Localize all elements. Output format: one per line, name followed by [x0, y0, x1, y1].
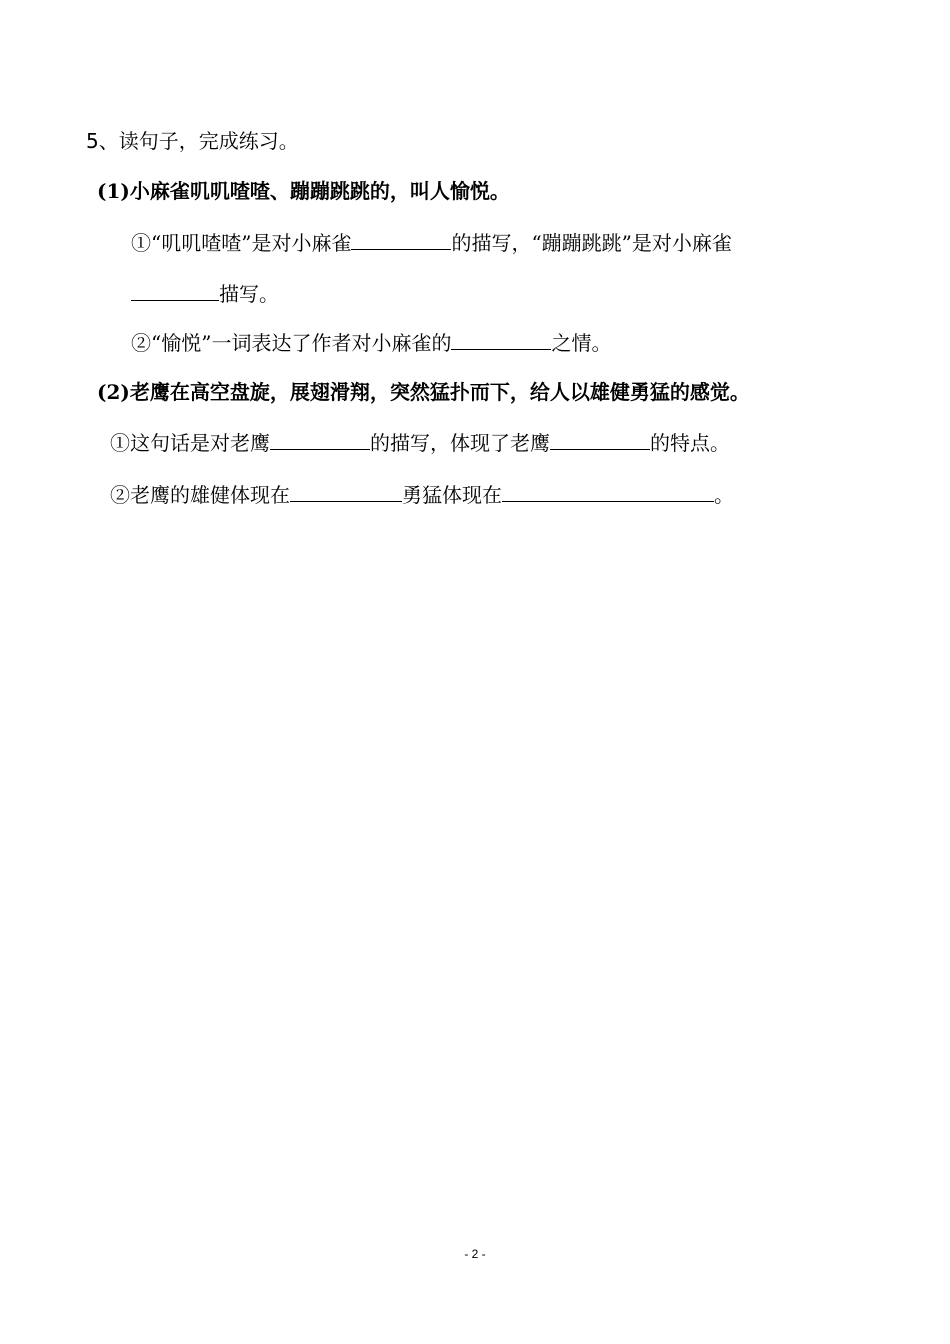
part2-q2-text-b: 勇猛体现在	[402, 483, 502, 507]
answer-blank[interactable]	[290, 481, 402, 502]
part1-q2-text-b: 之情。	[551, 331, 612, 355]
part2-question1	[110, 429, 730, 456]
part1-q1-text-c: 描写。	[219, 282, 279, 306]
part1-question2	[131, 329, 611, 356]
answer-blank[interactable]	[502, 481, 714, 502]
part2-q1-text-c: 的特点。	[650, 431, 730, 455]
part1-q1-text-b: 的描写，“蹦蹦跳跳”是对小麻雀	[451, 231, 732, 255]
answer-blank[interactable]	[451, 329, 551, 350]
part1-question1-line2	[131, 280, 279, 307]
part1-q2-text-a: ②“愉悦”一词表达了作者对小麻雀的	[131, 331, 452, 355]
part1-sentence: (1)小麻雀叽叽喳喳、蹦蹦跳跳的，叫人愉悦。	[97, 179, 510, 203]
answer-blank[interactable]	[351, 229, 451, 250]
part2-q2-text-a: ②老鹰的雄健体现在	[110, 483, 290, 507]
answer-blank[interactable]	[131, 280, 219, 301]
answer-blank[interactable]	[550, 429, 650, 450]
part2-q2-text-c: 。	[714, 483, 734, 507]
part2-q1-text-b: 的描写，体现了老鹰	[370, 431, 550, 455]
answer-blank[interactable]	[270, 429, 370, 450]
part2-question2	[110, 481, 734, 508]
page-number: - 2 -	[464, 1247, 486, 1261]
part2-sentence: (2)老鹰在高空盘旋，展翅滑翔，突然猛扑而下，给人以雄健勇猛的感觉。	[97, 380, 750, 404]
part1-question1-line1	[131, 229, 732, 256]
part2-q1-text-a: ①这句话是对老鹰	[110, 431, 270, 455]
question-title: 5、读句子，完成练习。	[86, 129, 299, 153]
part1-q1-text-a: ①“叽叽喳喳”是对小麻雀	[131, 231, 352, 255]
